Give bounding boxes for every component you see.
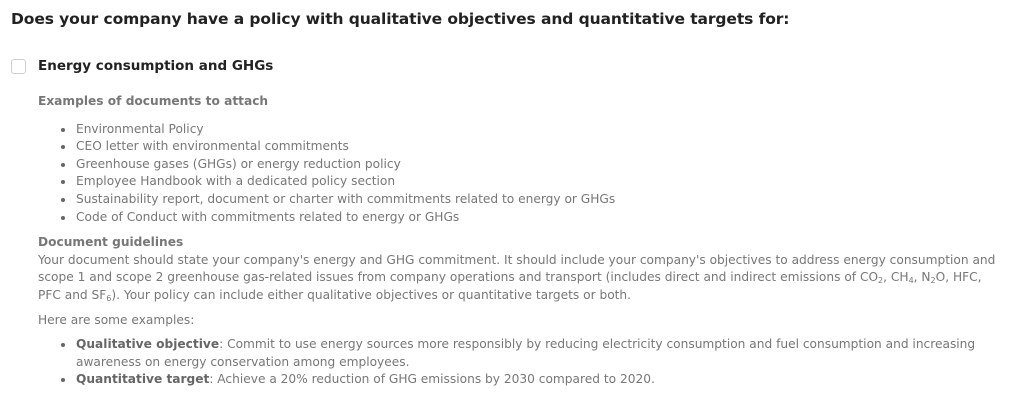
case-term: Quantitative target xyxy=(76,372,210,387)
guidelines-text-part: , CH xyxy=(883,270,909,285)
guidelines-text-part: O, HFC, PFC and SF xyxy=(38,270,982,302)
document-guidelines xyxy=(38,234,1008,304)
list-item: Code of Conduct with commitments related to energy or GHGs xyxy=(76,209,1008,227)
guidelines-text-part: Your document should state your company's energy and GHG commitment. It should include your company's objectives to address energy consumption and scope 1 and scope 2 greenhouse gas-related issues from company operations and transport (includes direct and indirect emissions of CO xyxy=(38,252,996,285)
case-description: : Achieve a 20% reduction of GHG emissions by 2030 compared to 2020. xyxy=(209,372,655,387)
guidelines-text-part: ). Your policy can include either qualitative objectives or quantitative targets or both. xyxy=(111,287,632,302)
guidelines-text-part: , N xyxy=(913,270,931,285)
option-details xyxy=(38,93,1008,389)
co2-subscript: 2 xyxy=(878,276,884,286)
cases-list xyxy=(38,336,1008,389)
energy-ghg-checkbox[interactable] xyxy=(11,59,26,74)
case-term: Qualitative objective xyxy=(76,337,220,352)
list-item xyxy=(76,371,1008,389)
list-item: Employee Handbook with a dedicated policy section xyxy=(76,173,1008,191)
n2o-subscript: 2 xyxy=(930,276,936,286)
list-item: Sustainability report, document or charter with commitments related to energy or GHGs xyxy=(76,191,1008,209)
case-description: : Commit to use energy sources more responsibly by reducing electricity consumption and fuel consumption and increasing awareness on energy conservation among employees. xyxy=(76,337,976,369)
guidelines-heading: Document guidelines xyxy=(38,235,184,250)
examples-intro: Here are some examples: xyxy=(38,312,195,327)
list-item: CEO letter with environmental commitments xyxy=(76,138,1008,156)
list-item xyxy=(76,336,1008,371)
option-label[interactable]: Energy consumption and GHGs xyxy=(38,58,274,74)
list-item: Environmental Policy xyxy=(76,121,1008,139)
ch4-subscript: 4 xyxy=(908,276,914,286)
question-title: Does your company have a policy with qualitative objectives and quantitative targets for: xyxy=(11,10,790,28)
option-energy-ghg[interactable] xyxy=(11,58,273,74)
guidelines-text xyxy=(38,252,1008,305)
list-item: Greenhouse gases (GHGs) or energy reduction policy xyxy=(76,156,1008,174)
examples-list xyxy=(38,121,1008,227)
examples-heading: Examples of documents to attach xyxy=(38,94,269,108)
sf6-subscript: 6 xyxy=(106,293,112,303)
